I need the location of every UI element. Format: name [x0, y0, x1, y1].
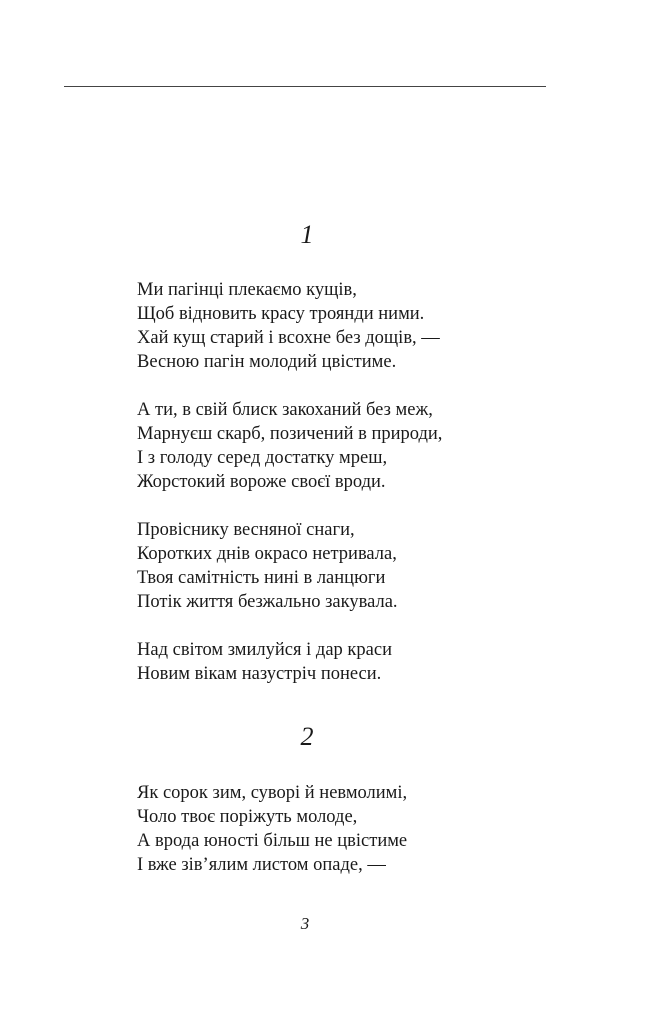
sonnet-number: 2 [300, 722, 314, 751]
poem-line: Новим вікам назустріч понеси. [137, 664, 382, 684]
stanza [137, 781, 557, 877]
poem-line: Щоб відновить красу троянди ними. [137, 304, 425, 324]
poem-line: Твоя самітність нині в ланцюги [137, 568, 386, 588]
poem-line: І з голоду серед достатку мреш, [137, 448, 388, 468]
poem-line: Чоло твоє поріжуть молоде, [137, 807, 358, 827]
stanza [137, 638, 557, 686]
poem-line: Марнуєш скарб, позичений в природи, [137, 424, 443, 444]
poem-line: Хай кущ старий і всохне без дощів, — [137, 328, 440, 348]
stanza [137, 278, 557, 374]
stanza [137, 518, 557, 614]
poem-line: І вже зів’ялим листом опаде, — [137, 855, 386, 875]
poem-line: Коротких днів окрасо нетривала, [137, 544, 397, 564]
top-rule [64, 86, 546, 87]
poem-line: Ми пагінці плекаємо кущів, [137, 280, 357, 300]
poem-line: Провіснику весняної снаги, [137, 520, 355, 540]
poem-line: Як сорок зим, суворі й невмолимі, [137, 783, 408, 803]
poem-line: Над світом змилуйся і дар краси [137, 640, 392, 660]
sonnet-number: 1 [300, 220, 314, 249]
page-number: 3 [300, 914, 310, 933]
poem-line: Потік життя безжально закувала. [137, 592, 398, 612]
stanza [137, 398, 557, 494]
poem-line: А врода юності більш не цвістиме [137, 831, 408, 851]
poem-line: Жорстокий вороже своєї вроди. [137, 472, 386, 492]
poem-line: А ти, в свій блиск закоханий без меж, [137, 400, 433, 420]
poem-line: Весною пагін молодий цвістиме. [137, 352, 397, 372]
